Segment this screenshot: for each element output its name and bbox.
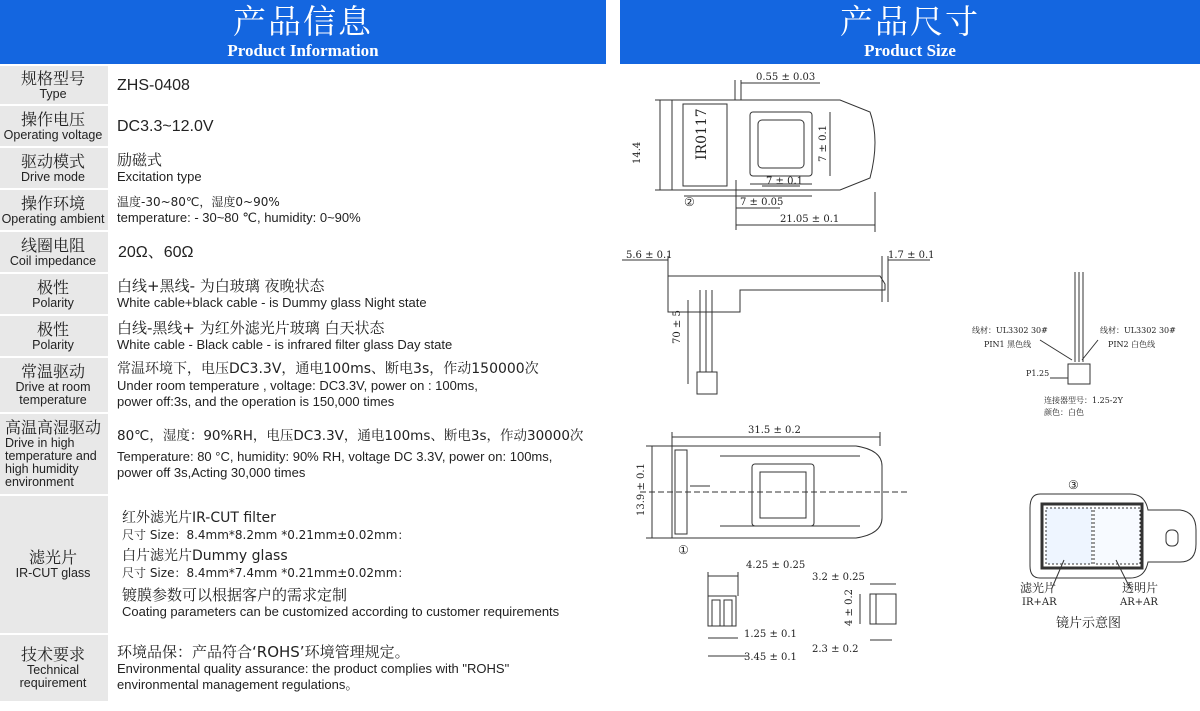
row-label-cn: 线圈电阻 <box>20 235 85 255</box>
drawing-marker: ① <box>678 543 689 557</box>
spec-row-ambient <box>0 190 606 230</box>
row-value: 80℃，湿度：90%RH，电压DC3.3V，通电100ms、断电3s，作动30000次 <box>117 428 584 444</box>
header-title-cn: 产品信息 <box>233 2 373 41</box>
dim-label: 4.25 ± 0.25 <box>746 560 806 571</box>
dim-label: 1.7 ± 0.1 <box>888 250 935 261</box>
row-label-cn: 驱动模式 <box>20 151 85 171</box>
row-label-en: Drive mode <box>21 169 85 184</box>
row-value: environmental management regulations。 <box>117 677 359 692</box>
product-size-header <box>620 0 1200 64</box>
spec-row-glass <box>0 496 606 633</box>
front-view-drawing <box>640 432 910 538</box>
dim-label: 14.4 <box>632 141 643 164</box>
drawing-marker: ② <box>684 195 695 209</box>
row-value: power off:3s, and the operation is 150,000 times <box>117 394 395 409</box>
row-label-cn: 极性 <box>36 277 69 297</box>
dim-label: 7 ± 0.05 <box>740 197 784 208</box>
row-label-en: Drive at room temperature <box>15 380 91 407</box>
dim-label: 13.9 ± 0.1 <box>636 463 647 516</box>
dim-label: 3.45 ± 0.1 <box>744 652 797 663</box>
wire-spec: 线材：UL3302 30# <box>1100 326 1176 335</box>
row-value: 励磁式 <box>117 151 163 169</box>
spec-row-voltage <box>0 106 606 146</box>
lens-caption: 镜片示意图 <box>1056 616 1122 631</box>
wire-spec: 线材：UL3302 30# <box>972 326 1048 335</box>
dim-label: 4 ± 0.2 <box>844 588 855 626</box>
drawing-marker: ③ <box>1068 478 1079 492</box>
row-label-en: Operating voltage <box>3 127 103 142</box>
row-value: 尺寸 Size：8.4mm*8.2mm *0.21mm±0.02mm： <box>122 528 410 542</box>
spec-row-technical <box>0 635 606 701</box>
row-value: ZHS-0408 <box>117 76 190 94</box>
row-label-cn: 高温高湿驱动 <box>5 418 102 437</box>
dim-label: 31.5 ± 0.2 <box>748 425 801 436</box>
dim-label: 21.05 ± 0.1 <box>780 214 840 225</box>
spec-row-room-temp <box>0 358 606 412</box>
row-value: 白线-黑线+ 为红外滤光片玻璃 白天状态 <box>117 319 385 337</box>
dimension-drawings-svg <box>620 64 1200 711</box>
row-value: temperature: - 30~80 ℃, humidity: 0~90% <box>117 210 361 225</box>
row-value: 白片滤光片Dummy glass <box>122 548 288 564</box>
side-view-drawing <box>622 256 930 394</box>
row-label-cn: 规格型号 <box>20 68 85 88</box>
dim-label: 3.2 ± 0.25 <box>812 572 865 583</box>
row-value: Excitation type <box>117 169 202 184</box>
row-label-en: Coil impedance <box>9 253 97 268</box>
spec-row-polarity-1 <box>0 274 606 314</box>
wire-pin: PIN2 白色线 <box>1108 340 1156 349</box>
wire-pitch: P1.25 <box>1026 369 1050 378</box>
dim-label: 0.55 ± 0.03 <box>756 72 816 83</box>
spec-row-high-temp <box>0 414 606 494</box>
row-label-en: Technical requirement <box>19 663 87 690</box>
row-value: 红外滤光片IR-CUT filter <box>122 510 276 526</box>
row-label-cn: 操作电压 <box>20 109 85 129</box>
lens-label: 透明片 <box>1122 581 1159 595</box>
top-view-drawing <box>655 80 875 232</box>
row-value: power off 3s,Acting 30,000 times <box>117 465 306 480</box>
dim-label: 1.25 ± 0.1 <box>744 629 797 640</box>
wire-detail-drawing <box>1040 272 1098 384</box>
row-value: White cable+black cable - is Dummy glass Night state <box>117 295 427 310</box>
lens-label: 滤光片 <box>1020 581 1057 595</box>
lens-schematic <box>1030 494 1196 588</box>
row-label-cn: 操作环境 <box>20 193 85 213</box>
product-size-drawing <box>620 64 1200 711</box>
row-value: 常温环境下，电压DC3.3V，通电100ms、断电3s，作动150000次 <box>117 361 539 377</box>
row-label-en: Polarity <box>32 295 74 310</box>
connector-drawings <box>708 572 896 656</box>
dim-label: 5.6 ± 0.1 <box>626 250 673 261</box>
row-label-en: Operating ambient <box>1 211 105 226</box>
spec-row-impedance <box>0 232 606 272</box>
row-value: DC3.3~12.0V <box>117 117 214 135</box>
row-label-en: Polarity <box>32 337 74 352</box>
row-value: 白线+黑线- 为白玻璃 夜晚状态 <box>117 277 325 295</box>
spec-row-polarity-2 <box>0 316 606 356</box>
row-label-en: Drive in high temperature and high humidity environment <box>5 436 97 489</box>
product-information-header <box>0 0 606 64</box>
row-label-cn: 技术要求 <box>20 645 85 664</box>
header-title-en: Product Size <box>864 41 956 60</box>
connector-color: 颜色：白色 <box>1044 408 1084 417</box>
connector-model: 连接器型号：1.25-2Y <box>1044 396 1123 405</box>
part-number: IR0117 <box>694 108 710 160</box>
dim-label: 7 ± 0.1 <box>818 124 829 162</box>
row-value: 温度-30~80℃，湿度0~90% <box>117 195 280 209</box>
row-value: 镀膜参数可以根据客户的需求定制 <box>122 586 348 604</box>
row-value: 环境品保：产品符合‘ROHS’环境管理规定。 <box>117 643 410 661</box>
wire-pin: PIN1 黑色线 <box>984 340 1032 349</box>
dim-label: 70 ± 5 <box>672 310 683 344</box>
row-value: White cable - Black cable - is infrared filter glass Day state <box>117 337 453 352</box>
header-title-en: Product Information <box>227 41 379 60</box>
dim-label: 7 ± 0.1 <box>766 176 804 187</box>
spec-row-type <box>0 66 606 104</box>
row-value: Under room temperature , voltage: DC3.3V, power on : 100ms, <box>117 378 478 393</box>
lens-label: IR+AR <box>1022 597 1057 608</box>
row-label-cn: 常温驱动 <box>20 362 85 381</box>
spec-row-drive-mode <box>0 148 606 188</box>
header-title-cn: 产品尺寸 <box>840 2 980 41</box>
row-value: Environmental quality assurance: the product complies with "ROHS" <box>117 661 510 676</box>
lens-label: AR+AR <box>1120 597 1158 608</box>
row-value: 20Ω、60Ω <box>118 243 194 261</box>
row-label-cn: 极性 <box>36 319 69 339</box>
row-value: 尺寸 Size：8.4mm*7.4mm *0.21mm±0.02mm： <box>122 566 410 580</box>
row-label-en: IR-CUT glass <box>15 566 91 580</box>
row-value: Temperature: 80 °C, humidity: 90% RH, voltage DC 3.3V, power on: 100ms, <box>117 449 553 464</box>
row-value: Coating parameters can be customized according to customer requirements <box>122 604 560 619</box>
row-label-cn: 滤光片 <box>28 548 77 567</box>
dim-label: 2.3 ± 0.2 <box>812 644 859 655</box>
row-label-en: Type <box>39 86 67 101</box>
